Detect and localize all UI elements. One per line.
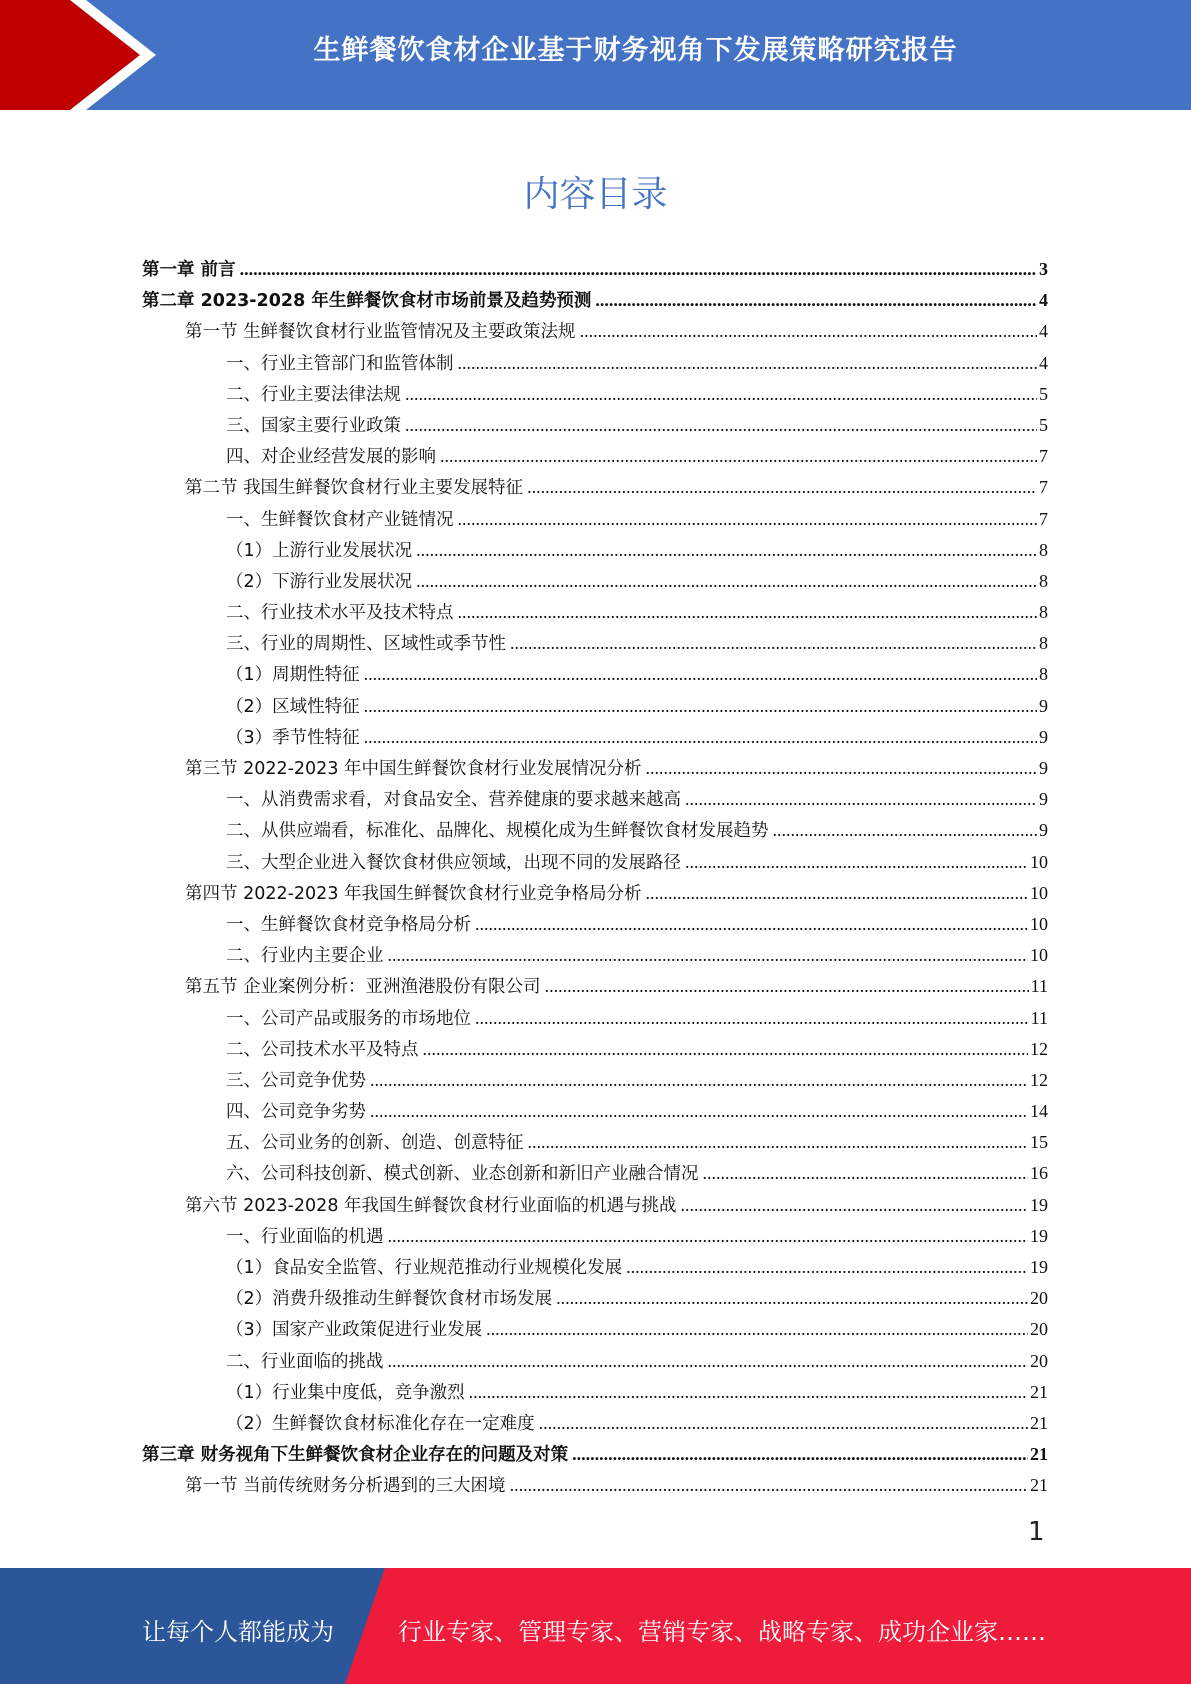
toc-entry-page: 21 xyxy=(1030,1412,1048,1433)
toc-dot-leader xyxy=(240,254,1037,285)
toc-entry[interactable] xyxy=(142,472,1048,503)
toc-dot-leader xyxy=(595,285,1037,316)
toc-dot-leader xyxy=(370,1096,1028,1127)
toc-entry-page: 21 xyxy=(1030,1381,1048,1402)
toc-dot-leader xyxy=(685,847,1028,878)
toc-entry-page: 15 xyxy=(1030,1132,1048,1153)
toc-entry[interactable] xyxy=(142,441,1048,472)
toc-entry-page: 19 xyxy=(1030,1194,1048,1215)
toc-entry[interactable] xyxy=(142,909,1048,940)
toc-dot-leader xyxy=(646,753,1037,784)
toc-entry-page: 19 xyxy=(1030,1225,1048,1246)
toc-entry-text: 第三章 财务视角下生鲜餐饮食材企业存在的问题及对策 xyxy=(142,1445,569,1466)
toc-dot-leader xyxy=(370,1065,1028,1096)
toc-entry-page: 7 xyxy=(1039,446,1048,467)
toc-heading: 内容目录 xyxy=(523,174,668,215)
toc-entry[interactable] xyxy=(142,815,1048,846)
toc-entry-text: 第一节 当前传统财务分析遇到的三大困境 xyxy=(185,1476,506,1497)
toc-entry[interactable] xyxy=(142,379,1048,410)
toc-entry-text: 一、生鲜餐饮食材产业链情况 xyxy=(226,509,454,530)
toc-entry-page: 4 xyxy=(1039,290,1048,311)
toc-entry-text: 三、行业的周期性、区域性或季节性 xyxy=(226,634,506,655)
toc-entry[interactable] xyxy=(142,410,1048,441)
toc-entry[interactable] xyxy=(142,1346,1048,1377)
toc-dot-leader xyxy=(646,878,1028,909)
toc-entry[interactable] xyxy=(142,971,1048,1002)
toc-dot-leader xyxy=(416,535,1037,566)
toc-entry[interactable] xyxy=(142,316,1048,347)
toc-entry-text: （2）消费升级推动生鲜餐饮食材市场发展 xyxy=(226,1289,553,1310)
toc-entry-page: 9 xyxy=(1039,726,1048,747)
toc-entry-text: 四、公司竞争劣势 xyxy=(226,1102,366,1123)
toc-dot-leader xyxy=(681,1190,1028,1221)
toc-entry-text: 二、行业主要法律法规 xyxy=(226,384,401,405)
toc-dot-leader xyxy=(364,691,1037,722)
toc-entry[interactable] xyxy=(142,1470,1048,1501)
toc-entry[interactable] xyxy=(142,1096,1048,1127)
toc-dot-leader xyxy=(486,1314,1028,1345)
toc-dot-leader xyxy=(388,1346,1029,1377)
toc-dot-leader xyxy=(423,1034,1029,1065)
toc-entry[interactable] xyxy=(142,597,1048,628)
toc-dot-leader xyxy=(580,316,1037,347)
toc-dot-leader xyxy=(364,659,1037,690)
toc-entry[interactable] xyxy=(142,628,1048,659)
toc-entry[interactable] xyxy=(142,535,1048,566)
toc-entry[interactable] xyxy=(142,722,1048,753)
toc-entry-text: 第三节 2022-2023 年中国生鲜餐饮食材行业发展情况分析 xyxy=(185,759,642,779)
toc-dot-leader xyxy=(458,504,1038,535)
toc-entry-text: 二、行业面临的挑战 xyxy=(226,1351,384,1372)
toc-entry-page: 4 xyxy=(1039,352,1048,373)
toc-dot-leader xyxy=(440,441,1037,472)
toc-entry-page: 8 xyxy=(1039,570,1048,591)
toc-dot-leader xyxy=(405,379,1037,410)
toc-entry-text: 第四节 2022-2023 年我国生鲜餐饮食材行业竞争格局分析 xyxy=(185,883,642,904)
toc-dot-leader xyxy=(703,1158,1029,1189)
toc-entry[interactable] xyxy=(142,1003,1048,1034)
toc-entry[interactable] xyxy=(142,566,1048,597)
toc-entry-page: 11 xyxy=(1030,976,1048,997)
toc-entry-page: 10 xyxy=(1030,882,1048,903)
toc-dot-leader xyxy=(469,1377,1028,1408)
toc-entry[interactable] xyxy=(142,691,1048,722)
toc-entry-page: 10 xyxy=(1030,851,1048,872)
toc-dot-leader xyxy=(458,348,1038,379)
toc-dot-leader xyxy=(458,597,1038,628)
toc-entry-text: 四、对企业经营发展的影响 xyxy=(226,447,436,468)
toc-entry-text: 第六节 2023-2028 年我国生鲜餐饮食材行业面临的机遇与挑战 xyxy=(185,1195,677,1216)
toc-entry-text: 第五节 企业案例分析：亚洲渔港股份有限公司 xyxy=(185,977,541,998)
toc-entry-text: 二、行业内主要企业 xyxy=(226,946,384,967)
toc-dot-leader xyxy=(527,472,1037,503)
toc-entry-page: 11 xyxy=(1030,1007,1048,1028)
toc-entry[interactable] xyxy=(142,1252,1048,1283)
footer-banner xyxy=(0,1568,1191,1684)
toc-entry-page: 12 xyxy=(1030,1038,1048,1059)
toc-entry-text: （2）区域性特征 xyxy=(226,696,360,717)
toc-entry[interactable] xyxy=(142,254,1048,285)
header-red-chevron xyxy=(0,0,140,110)
toc-dot-leader xyxy=(556,1283,1028,1314)
toc-entry-text: 一、行业面临的机遇 xyxy=(226,1226,384,1247)
toc-dot-leader xyxy=(572,1439,1028,1470)
toc-entry-text: （3）国家产业政策促进行业发展 xyxy=(226,1320,483,1341)
toc-entry[interactable] xyxy=(142,1408,1048,1439)
toc-dot-leader xyxy=(416,566,1037,597)
toc-entry-page: 7 xyxy=(1039,508,1048,529)
toc-entry-page: 5 xyxy=(1039,383,1048,404)
toc-dot-leader xyxy=(475,909,1028,940)
toc-entry-text: 三、国家主要行业政策 xyxy=(226,415,401,436)
toc-entry-text: （1）行业集中度低，竞争激烈 xyxy=(226,1382,465,1403)
toc-entry-text: （3）季节性特征 xyxy=(226,727,360,748)
toc-entry[interactable] xyxy=(142,940,1048,971)
toc-entry[interactable] xyxy=(142,1439,1048,1470)
toc-entry[interactable] xyxy=(142,847,1048,878)
toc-entry-page: 8 xyxy=(1039,539,1048,560)
toc-entry-page: 7 xyxy=(1039,477,1048,498)
toc-entry-text: 二、从供应端看，标准化、品牌化、规模化成为生鲜餐饮食材发展趋势 xyxy=(226,821,769,842)
toc-dot-leader xyxy=(545,971,1029,1002)
toc-entry-page: 8 xyxy=(1039,664,1048,685)
toc-dot-leader xyxy=(388,1221,1029,1252)
toc-entry-text: 一、从消费需求看，对食品安全、营养健康的要求越来越高 xyxy=(226,790,681,811)
toc-dot-leader xyxy=(685,784,1037,815)
toc-dot-leader xyxy=(475,1003,1029,1034)
toc-entry-text: 一、生鲜餐饮食材竞争格局分析 xyxy=(226,914,471,935)
toc-entry-page: 8 xyxy=(1039,633,1048,654)
toc-entry-text: 六、公司科技创新、模式创新、业态创新和新旧产业融合情况 xyxy=(226,1164,699,1185)
toc-dot-leader xyxy=(510,1470,1028,1501)
toc-entry[interactable] xyxy=(142,1127,1048,1158)
toc-dot-leader xyxy=(626,1252,1028,1283)
toc-entry[interactable] xyxy=(142,1314,1048,1345)
toc-entry-page: 9 xyxy=(1039,789,1048,810)
toc-entry[interactable] xyxy=(142,1377,1048,1408)
toc-entry-text: （2）生鲜餐饮食材标准化存在一定难度 xyxy=(226,1413,535,1434)
toc-entry-page: 20 xyxy=(1030,1350,1048,1371)
table-of-contents xyxy=(142,254,1048,1502)
footer-slogan-right: 行业专家、管理专家、营销专家、战略专家、成功企业家…… xyxy=(398,1618,1046,1646)
toc-dot-leader xyxy=(405,410,1037,441)
toc-entry[interactable] xyxy=(142,1065,1048,1096)
toc-dot-leader xyxy=(539,1408,1028,1439)
toc-entry-text: 二、公司技术水平及特点 xyxy=(226,1039,419,1060)
toc-entry-page: 5 xyxy=(1039,414,1048,435)
toc-entry-text: 第二节 我国生鲜餐饮食材行业主要发展特征 xyxy=(185,478,524,499)
toc-entry-page: 10 xyxy=(1030,913,1048,934)
toc-entry-page: 19 xyxy=(1030,1257,1048,1277)
toc-entry-page: 10 xyxy=(1030,945,1048,966)
toc-entry-text: （2）下游行业发展状况 xyxy=(226,571,413,592)
toc-entry[interactable] xyxy=(142,878,1048,909)
toc-entry-page: 8 xyxy=(1039,602,1048,623)
footer-slogan-left: 让每个人都能成为 xyxy=(142,1618,334,1646)
header-banner xyxy=(0,0,1191,110)
toc-dot-leader xyxy=(773,815,1038,846)
toc-entry[interactable] xyxy=(142,285,1048,316)
toc-entry-text: 二、行业技术水平及技术特点 xyxy=(226,603,454,624)
toc-entry[interactable] xyxy=(142,1034,1048,1065)
toc-entry-page: 16 xyxy=(1030,1163,1048,1184)
toc-dot-leader xyxy=(388,940,1029,971)
toc-entry[interactable] xyxy=(142,1283,1048,1314)
toc-dot-leader xyxy=(528,1127,1029,1158)
toc-entry[interactable] xyxy=(142,659,1048,690)
toc-entry-page: 12 xyxy=(1030,1069,1048,1090)
toc-entry[interactable] xyxy=(142,1221,1048,1252)
toc-entry-text: （1）食品安全监管、行业规范推动行业规模化发展 xyxy=(226,1258,623,1278)
toc-entry-text: 五、公司业务的创新、创造、创意特征 xyxy=(226,1133,524,1154)
toc-entry[interactable] xyxy=(142,1190,1048,1221)
toc-entry[interactable] xyxy=(142,504,1048,535)
toc-entry-page: 21 xyxy=(1030,1444,1048,1465)
toc-entry-text: 第一节 生鲜餐饮食材行业监管情况及主要政策法规 xyxy=(185,322,576,343)
toc-entry-page: 4 xyxy=(1039,321,1048,342)
toc-dot-leader xyxy=(364,722,1037,753)
toc-entry[interactable] xyxy=(142,784,1048,815)
toc-entry[interactable] xyxy=(142,1158,1048,1189)
toc-entry[interactable] xyxy=(142,753,1048,784)
toc-entry-page: 9 xyxy=(1039,695,1048,716)
toc-entry[interactable] xyxy=(142,348,1048,379)
toc-entry-text: 一、行业主管部门和监管体制 xyxy=(226,353,454,374)
toc-entry-page: 3 xyxy=(1039,259,1048,279)
toc-entry-text: （1）周期性特征 xyxy=(226,665,360,686)
report-title: 生鲜餐饮食材企业基于财务视角下发展策略研究报告 xyxy=(313,35,958,66)
toc-entry-page: 14 xyxy=(1030,1101,1048,1122)
toc-entry-text: 第二章 2023-2028 年生鲜餐饮食材市场前景及趋势预测 xyxy=(142,291,592,312)
page-number: 1 xyxy=(1028,1517,1045,1547)
toc-entry-page: 20 xyxy=(1030,1319,1048,1340)
toc-entry-page: 9 xyxy=(1039,820,1048,841)
toc-entry-text: （1）上游行业发展状况 xyxy=(226,540,413,561)
toc-entry-text: 一、公司产品或服务的市场地位 xyxy=(226,1008,471,1029)
toc-entry-text: 第一章 前言 xyxy=(142,260,236,280)
toc-entry-page: 21 xyxy=(1030,1475,1048,1496)
toc-entry-page: 20 xyxy=(1030,1288,1048,1309)
toc-entry-page: 9 xyxy=(1039,758,1048,778)
toc-entry-text: 三、公司竞争优势 xyxy=(226,1070,366,1091)
toc-dot-leader xyxy=(510,628,1037,659)
toc-entry-text: 三、大型企业进入餐饮食材供应领域，出现不同的发展路径 xyxy=(226,852,681,873)
